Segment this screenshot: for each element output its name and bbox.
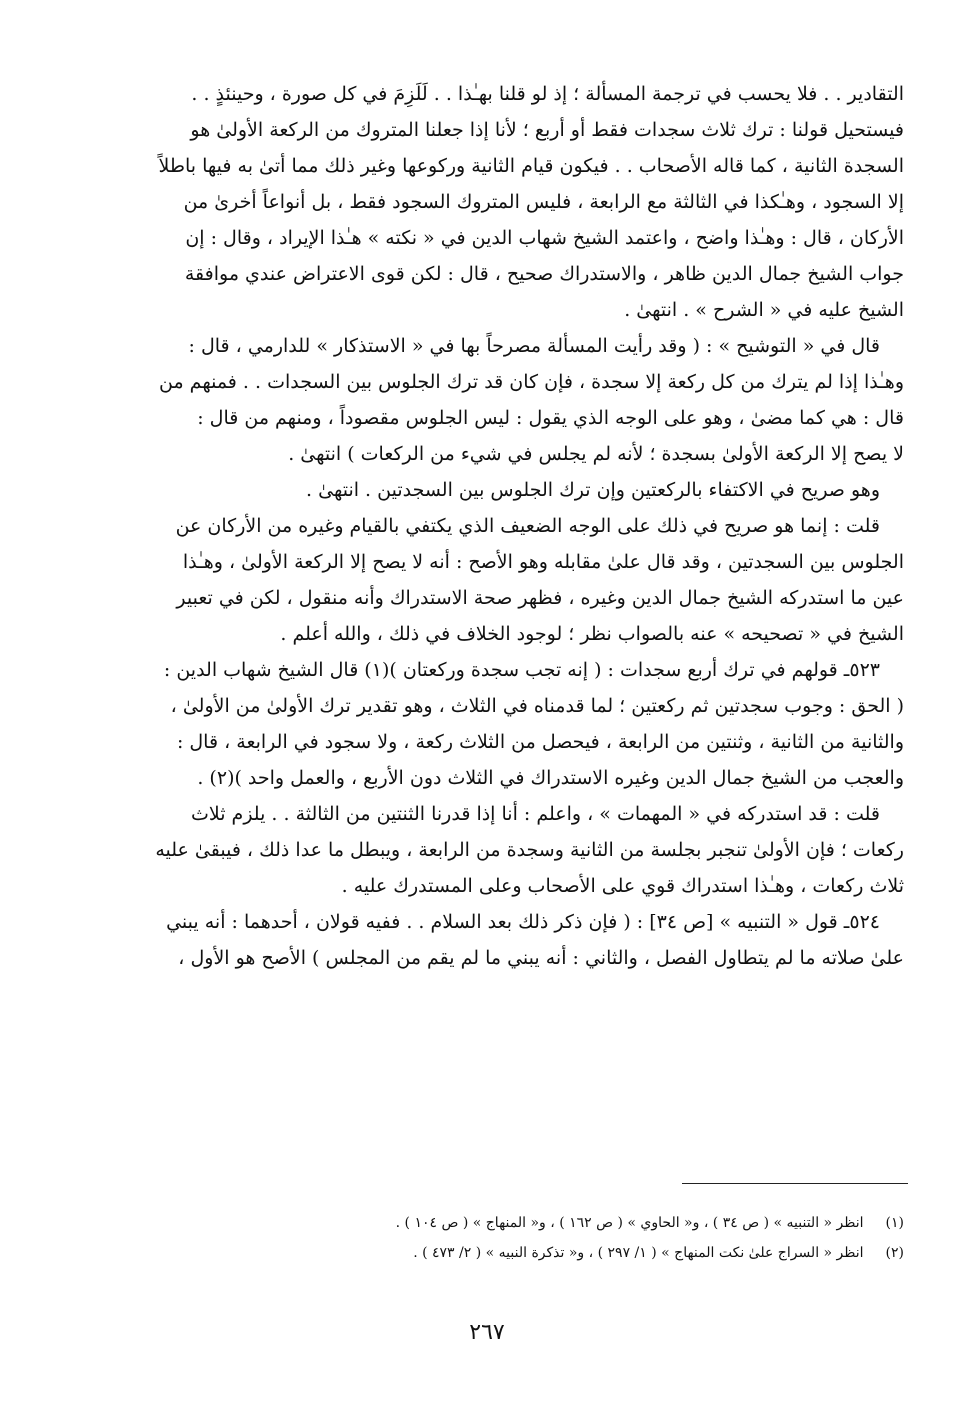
text-line: علىٰ صلاته ما لم يتطاول الفصل ، والثاني : أنه يبني ما لم يقم من المجلس ) الأصح هو الأول ، [178, 947, 904, 969]
text-line: قلت : قد استدركه في « المهمات » ، واعلم : أنا إذا قدرنا الثنتين من الثالثة . . يلزم ثلاث [191, 803, 880, 825]
text-line: وهو صريح في الاكتفاء بالركعتين وإن ترك الجلوس بين السجدتين . انتهىٰ . [306, 479, 880, 501]
main-text [62, 76, 904, 976]
text-line: قال : هي كما مضىٰ ، وهو على الوجه الذي يقول : ليس الجلوس مقصوداً ، ومنهم من قال : [197, 407, 904, 429]
text-line: لا يصح إلا الركعة الأولىٰ بسجدة ؛ لأنه لم يجلس في شيء من الركعات ) انتهىٰ . [288, 443, 904, 465]
text-line: ٥٢٣ـ قولهم في ترك أربع سجدات : ( إنه تجب سجدة وركعتان )(١) قال الشيخ شهاب الدين : [163, 659, 880, 681]
footnotes [62, 1208, 904, 1268]
footnote-2 [62, 1238, 904, 1268]
footnote-number: (١) [885, 1215, 904, 1231]
page-number: ٢٦٧ [469, 1320, 505, 1345]
text-line: قلت : إنما هو صريح في ذلك على الوجه الضعيف الذي يكتفي بالقيام وغيره من الأركان عن [175, 515, 880, 537]
text-line: ( الحق : وجوب سجدتين ثم ركعتين ؛ لما قدمناه في الثلاث ، وهو تقدير ترك الأولىٰ من الأولىٰ ، [170, 695, 904, 717]
text-line: جواب الشيخ جمال الدين ظاهر ، والاستدراك صحيح ، قال : لكن قوى الاعتراض عندي موافقة [184, 263, 904, 285]
text-line: التقادير . . فلا يحسب في ترجمة المسألة ؛ إذ لو قلنا بهـٰذا . . لَلَزِمَ في كل صورة ، وحينئذٍ . . [191, 83, 904, 105]
text-line: السجدة الثانية ، كما قاله الأصحاب . . فيكون قيام الثانية وركوعها وغير ذلك مما أتىٰ به فيها باطلاً [158, 155, 904, 177]
footnote-text: انظر « السراج علىٰ نكت المنهاج » ( ١/ ٢٩٧ ) ، و« تذكرة النبيه » ( ٢/ ٤٧٣ ) . [413, 1245, 864, 1261]
footnote-divider [682, 1183, 908, 1184]
text-line: ٥٢٤ـ قول « التنبيه » [ص ٣٤] : ( فإن ذكر ذلك بعد السلام . . ففيه قولان ، أحدهما : أنه يبني [166, 911, 880, 933]
text-line: الجلوس بين السجدتين ، وقد قال علىٰ مقابله وهو الأصح : أنه لا يصح إلا الركعة الأولىٰ ، وهـٰذا [182, 551, 904, 573]
text-line: والعجب من الشيخ جمال الدين وغيره الاستدراك في الثلاث دون الأربع ، والعمل واحد )(٢) . [197, 767, 904, 789]
text-line: إلا السجود ، وهـٰكذا في الثالثة مع الرابعة ، فليس المتروك السجود فقط ، بل أنواعاً أخرىٰ من [183, 191, 904, 213]
text-line: وهـٰذا إذا لم يترك من كل ركعة إلا سجدة ، فإن كان قد ترك الجلوس بين السجدات . . فمنهم من [159, 371, 904, 393]
text-line: ثلاث ركعات ، وهـٰذا استدراك قوي على الأصحاب وعلى المستدرك عليه . [341, 875, 904, 897]
footnote-text: انظر « التنبيه » ( ص ٣٤ ) ، و« الحاوي » ( ص ١٦٢ ) ، و« المنهاج » ( ص ١٠٤ ) . [395, 1215, 864, 1231]
footnote-1 [62, 1208, 904, 1238]
text-line: الشيخ في « تصحيحه » عنه بالصواب نظر ؛ لوجود الخلاف في ذلك ، والله أعلم . [280, 623, 904, 645]
text-line: ركعات ؛ فإن الأولىٰ تنجبر بجلسة من الثانية وسجدة من الرابعة ، ويبطل ما عدا ذلك ، فيبقىٰ عليه [155, 839, 904, 861]
text-line: الشيخ عليه في « الشرح » . انتهىٰ . [624, 299, 904, 321]
footnote-number: (٢) [885, 1245, 904, 1261]
text-line: قال في « التوشيح » : ( وقد رأيت المسألة مصرحاً بها في « الاستذكار » للدارمي ، قال : [188, 335, 880, 357]
text-line: والثانية من الثانية ، وثنتين من الرابعة ، فيحصل من الثلاث ركعة ، ولا سجود في الرابعة ، قال : [176, 731, 904, 753]
text-line: عين ما استدركه الشيخ جمال الدين وغيره ، فظهر صحة الاستدراك وأنه منقول ، لكن في تعبير [176, 587, 904, 609]
text-line: الأركان ، قال : وهـٰذا واضح ، واعتمد الشيخ شهاب الدين في « نكته » هـٰذا الإيراد ، وقال : إن [185, 227, 904, 249]
text-line: فيستحيل قولنا : ترك ثلاث سجدات فقط أو أربع ؛ لأنا إذا جعلنا المتروك من الركعة الأولىٰ هو [190, 119, 904, 141]
